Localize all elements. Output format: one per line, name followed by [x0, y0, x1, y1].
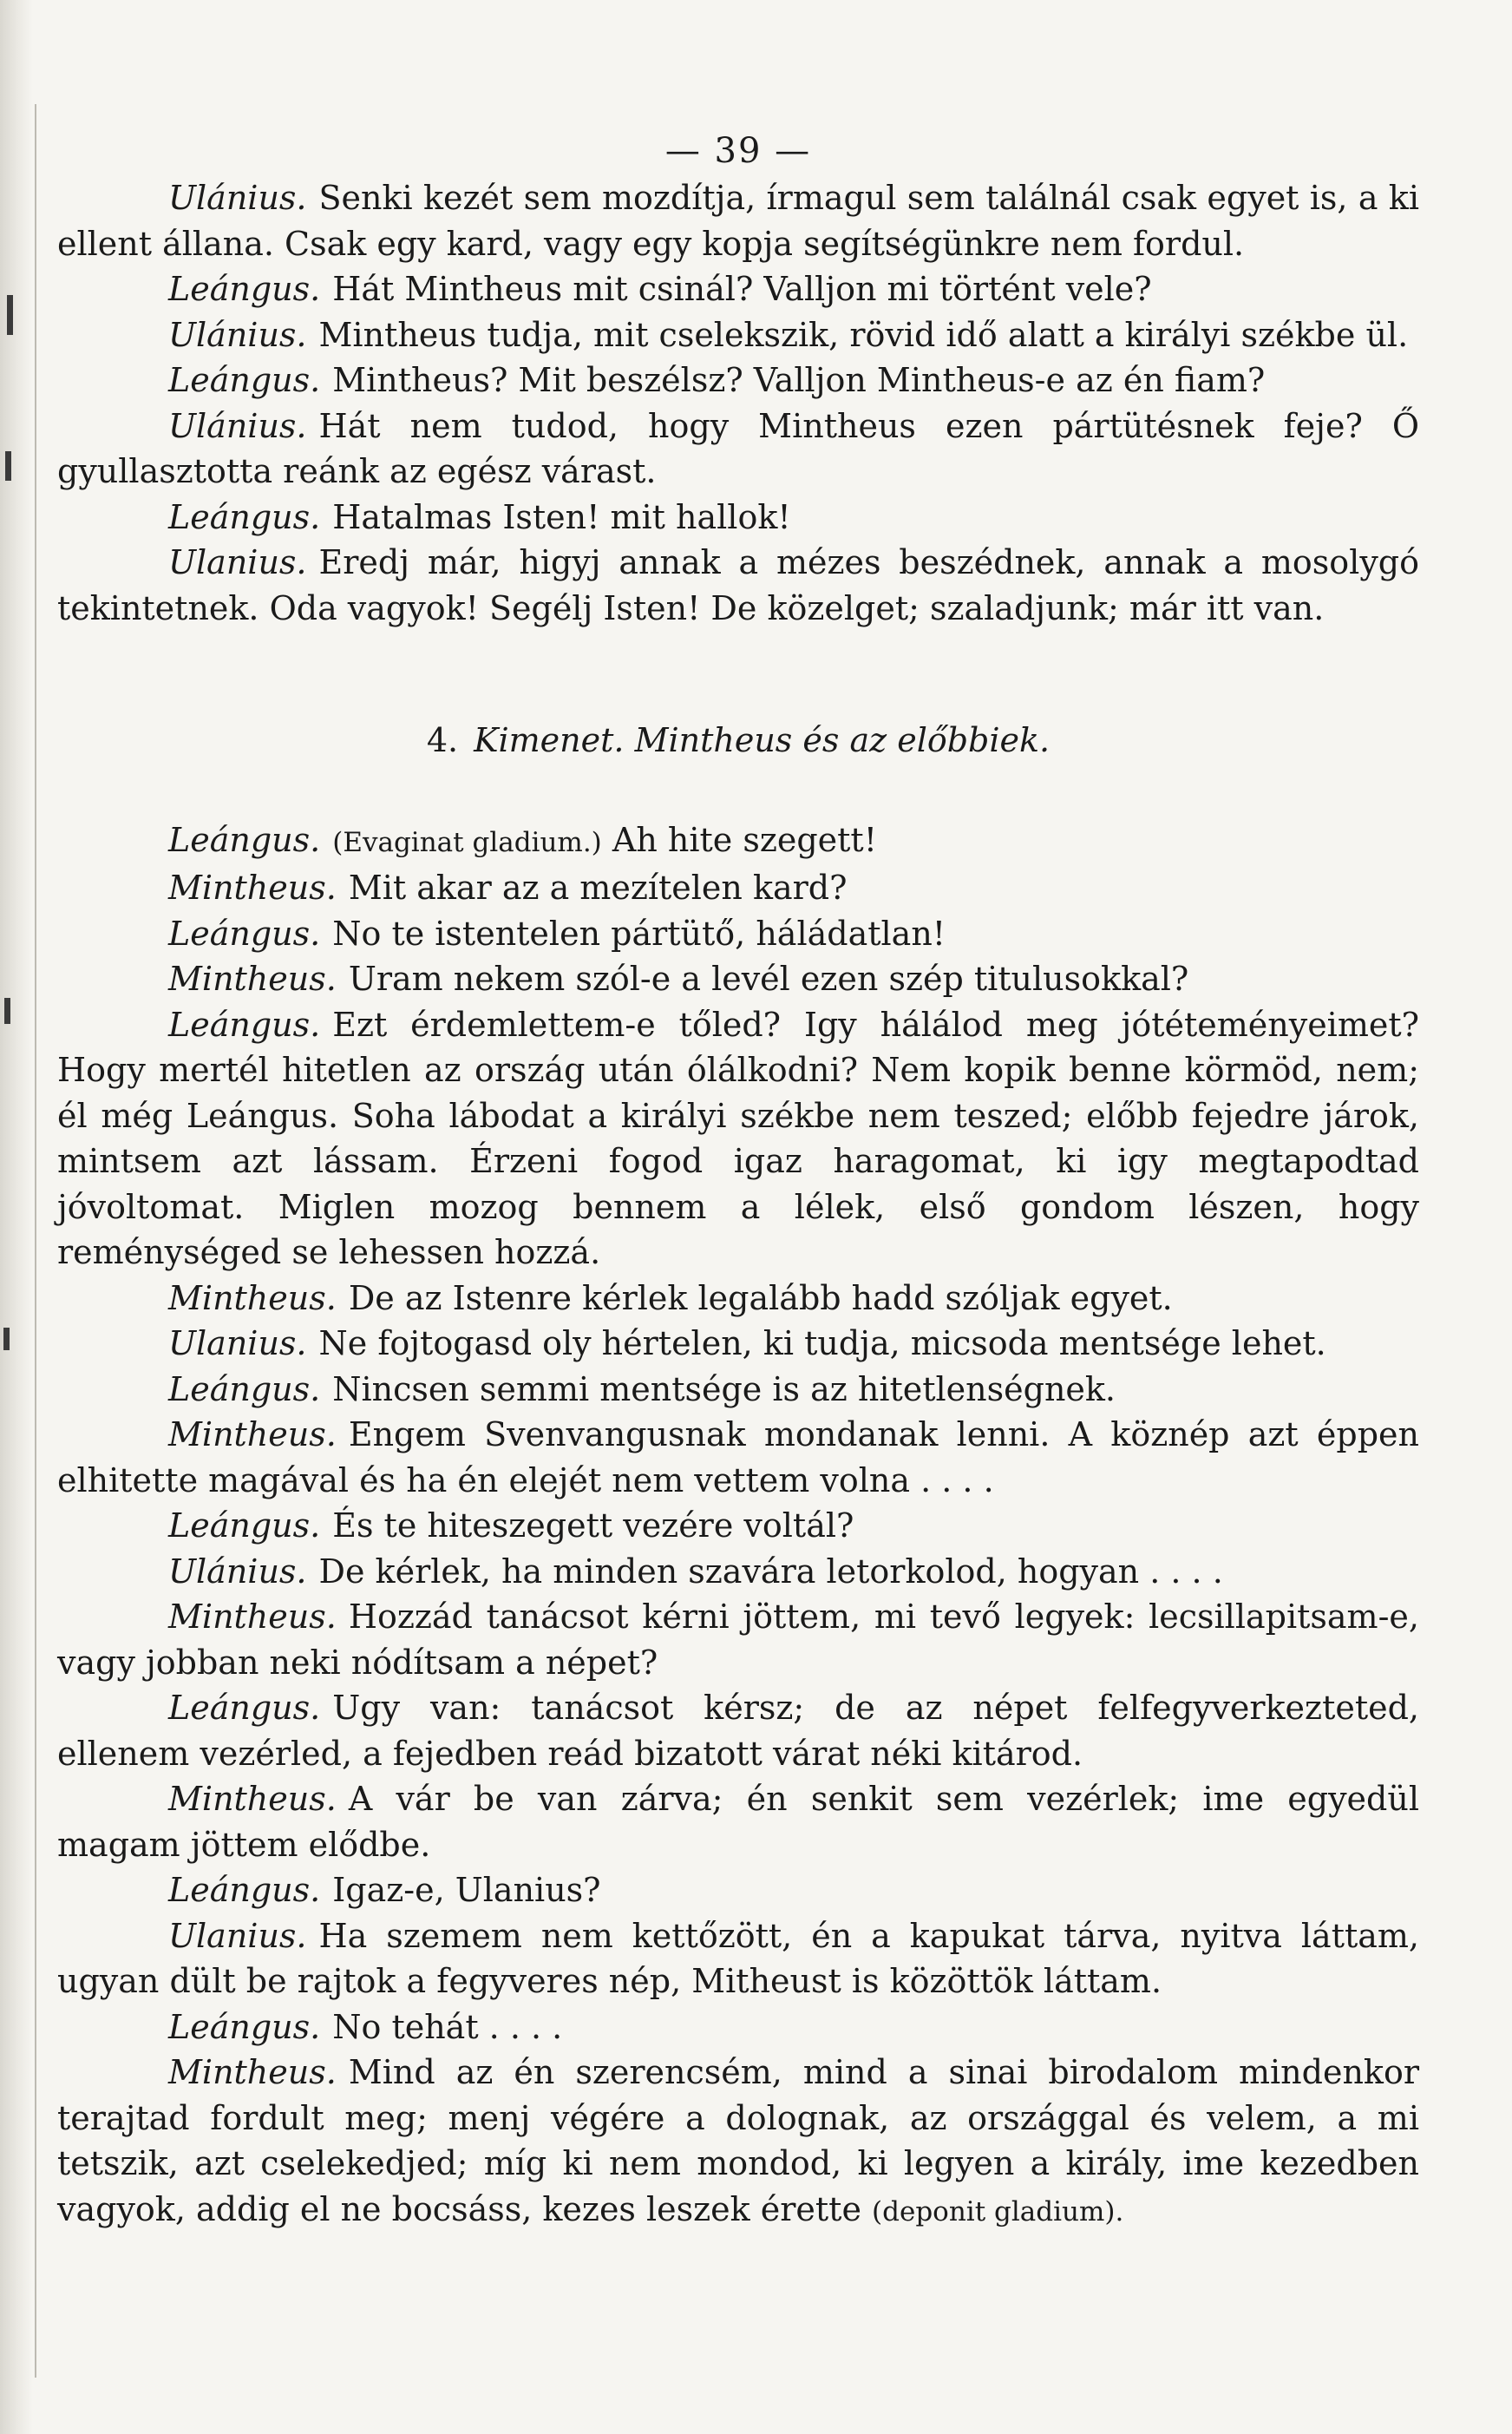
document-page [57, 130, 1419, 2234]
speaker-name: Leángus. [168, 2007, 321, 2046]
speech-text: Ezt érdemlettem-e tőled? Igy hálálod meg jótéteményeimet? Hogy mertél hitetlen az ország után ólálkodni? Nem kopik benne körmöd, nem; él még Leángus. Soha lábodat a királyi székbe nem teszed; előbb fejedre járok, mintsem azt lássam. Érzeni fogod igaz haragomat, ki igy megtapodtad jóvoltomat. Miglen mozog bennem a lélek, első gondom lészen, hogy reménységed se lehessen hozzá. [57, 1005, 1419, 1271]
speech-text: Ne fojtogasd oly hértelen, ki tudja, micsoda mentsége lehet. [318, 1324, 1326, 1362]
dialogue-line [57, 175, 1419, 266]
speaker-name: Leángus. [168, 361, 321, 399]
dialogue-line [57, 817, 1419, 866]
dialogue-section-1 [57, 175, 1419, 631]
speech-text: No tehát . . . . [332, 2007, 563, 2046]
dialogue-line [57, 1412, 1419, 1503]
speech-text: Uram nekem szól-e a levél ezen szép titulusokkal? [348, 960, 1189, 998]
stage-direction: (Evaginat gladium.) [332, 826, 602, 858]
dialogue-line [57, 540, 1419, 631]
speech-text: Senki kezét sem mozdítja, írmagul sem találnál csak egyet is, a ki ellent állana. Csak egy kard, vagy egy kopja segítségünkre nem fordul. [57, 179, 1419, 263]
speaker-name: Leángus. [168, 270, 321, 308]
dialogue-line [57, 1776, 1419, 1867]
dialogue-line [57, 403, 1419, 495]
speaker-name: Ulanius. [168, 543, 307, 581]
dialogue-line [57, 865, 1419, 911]
dialogue-line [57, 956, 1419, 1002]
scene-number: 4. [426, 721, 459, 759]
speech-text: Hozzád tanácsot kérni jöttem, mi tevő legyek: lecsillapitsam-e, vagy jobban neki nódítsam a népet? [57, 1598, 1419, 1682]
page-binding-line [35, 104, 36, 2378]
margin-mark [7, 295, 13, 335]
dialogue-line [57, 1276, 1419, 1322]
dialogue-section-2 [57, 817, 1419, 2235]
speech-text: És te hiteszegett vezére voltál? [332, 1506, 854, 1545]
speech-text: Igaz-e, Ulanius? [332, 1871, 601, 1909]
dialogue-line [57, 1867, 1419, 1913]
speaker-name: Ulanius. [168, 1916, 307, 1955]
speech-text: Hatalmas Isten! mit hallok! [332, 497, 791, 536]
speaker-name: Leángus. [168, 1506, 321, 1545]
dialogue-line [57, 266, 1419, 312]
dialogue-line [57, 1321, 1419, 1367]
dialogue-line [57, 1503, 1419, 1549]
dialogue-line [57, 312, 1419, 358]
speaker-name: Mintheus. [168, 960, 337, 998]
speaker-name: Ulánius. [168, 315, 307, 354]
dialogue-line [57, 1002, 1419, 1276]
speech-text: Ha szemem nem kettőzött, én a kapukat tárva, nyitva láttam, ugyan dült be rajtok a fegyveres nép, Mitheust is közöttök láttam. [57, 1916, 1419, 2000]
dialogue-line [57, 911, 1419, 957]
dialogue-line [57, 358, 1419, 403]
speaker-name: Leángus. [168, 497, 321, 536]
speaker-name: Minthеus. [168, 2053, 337, 2091]
speaker-name: Ulánius. [168, 1552, 307, 1591]
speaker-name: Mintheus. [168, 1780, 337, 1818]
dialogue-line [57, 1367, 1419, 1413]
speech-text: De az Istenre kérlek legalább hadd szóljak egyet. [348, 1278, 1173, 1317]
speech-text: De kérlek, ha minden szavára letorkolod, hogyan . . . . [318, 1552, 1223, 1591]
speech-text: Mintheus tudja, mit cselekszik, rövid idő alatt a királyi székbe ül. [318, 315, 1409, 354]
speaker-name: Leángus. [168, 1005, 321, 1044]
margin-mark [3, 1328, 10, 1350]
speech-text: Mit akar az a mezítelen kard? [348, 869, 848, 907]
speech-text: Ah hite szegett! [612, 820, 877, 859]
dialogue-line [57, 1549, 1419, 1595]
speaker-name: Ulánius. [168, 179, 307, 217]
speech-text: Mintheus? Mit beszélsz? Valljon Mintheus-e az én fiam? [332, 361, 1266, 399]
speaker-name: Leángus. [168, 1871, 321, 1909]
speaker-name: Mintheus. [168, 1278, 337, 1317]
dialogue-line [57, 1913, 1419, 2004]
speech-text: No te istentelen pártütő, háládatlan! [332, 914, 946, 953]
speaker-name: Mintheus. [168, 1415, 337, 1453]
speech-text: A vár be van zárva; én senkit sem vezérlek; ime egyedül magam jöttem elődbe. [57, 1780, 1419, 1864]
speech-text: Mind az én szerencsém, mind a sinai birodalom mindenkor terajtad fordult meg; menj végére a dolognak, az országgal és velem, a mi tetszik, azt cselekedjed; míg ki nem mondod, ki legyen a király, ime kezedben vagyok, addig el ne bocsáss, kezes leszek érette [57, 2053, 1419, 2228]
stage-direction: (deponit gladium). [872, 2195, 1124, 2227]
page-number: — 39 — [664, 131, 812, 171]
scene-title: Kimenet. Mintheus és az előbbiek. [474, 721, 1051, 759]
speech-text: Engem Svenvangusnak mondanak lenni. A köznép azt éppen elhitette magával és ha én elejét nem vettem volna . . . . [57, 1415, 1419, 1499]
speaker-name: Leángus. [168, 914, 321, 953]
scene-heading [57, 718, 1419, 764]
speech-text: Hát Mintheus mit csinál? Valljon mi történt vele? [332, 270, 1152, 308]
margin-mark [4, 998, 10, 1024]
speech-text: Nincsen semmi mentsége is az hitetlenségnek. [332, 1369, 1116, 1408]
speech-text: Eredj már, higyj annak a mézes beszédnek, annak a mosolygó tekintetnek. Oda vagyok! Segélj Isten! De közelget; szaladjunk; már itt van. [57, 543, 1419, 627]
speaker-name: Leángus. [168, 1369, 321, 1408]
speech-text: Hát nem tudod, hogy Mintheus ezen pártütésnek feje? Ő gyullasztotta reánk az egész várast. [57, 406, 1419, 490]
dialogue-line [57, 495, 1419, 541]
speaker-name: Leángus. [168, 1689, 321, 1727]
speaker-name: Leángus. [168, 820, 321, 859]
margin-mark [5, 451, 11, 481]
speaker-name: Mintheus. [168, 869, 337, 907]
dialogue-line [57, 1594, 1419, 1685]
page-edge-shadow [0, 0, 33, 2434]
speech-text: Ugy van: tanácsot kérsz; de az népet felfegyverkezteted, ellenem vezérled, a fejedben reád bizatott várat néki kitárod. [57, 1689, 1419, 1773]
dialogue-line [57, 2004, 1419, 2050]
speaker-name: Ulánius. [168, 406, 307, 445]
speaker-name: Mintheus. [168, 1598, 337, 1636]
dialogue-line [57, 1685, 1419, 1776]
dialogue-line [57, 2050, 1419, 2234]
speaker-name: Ulanius. [168, 1324, 307, 1362]
